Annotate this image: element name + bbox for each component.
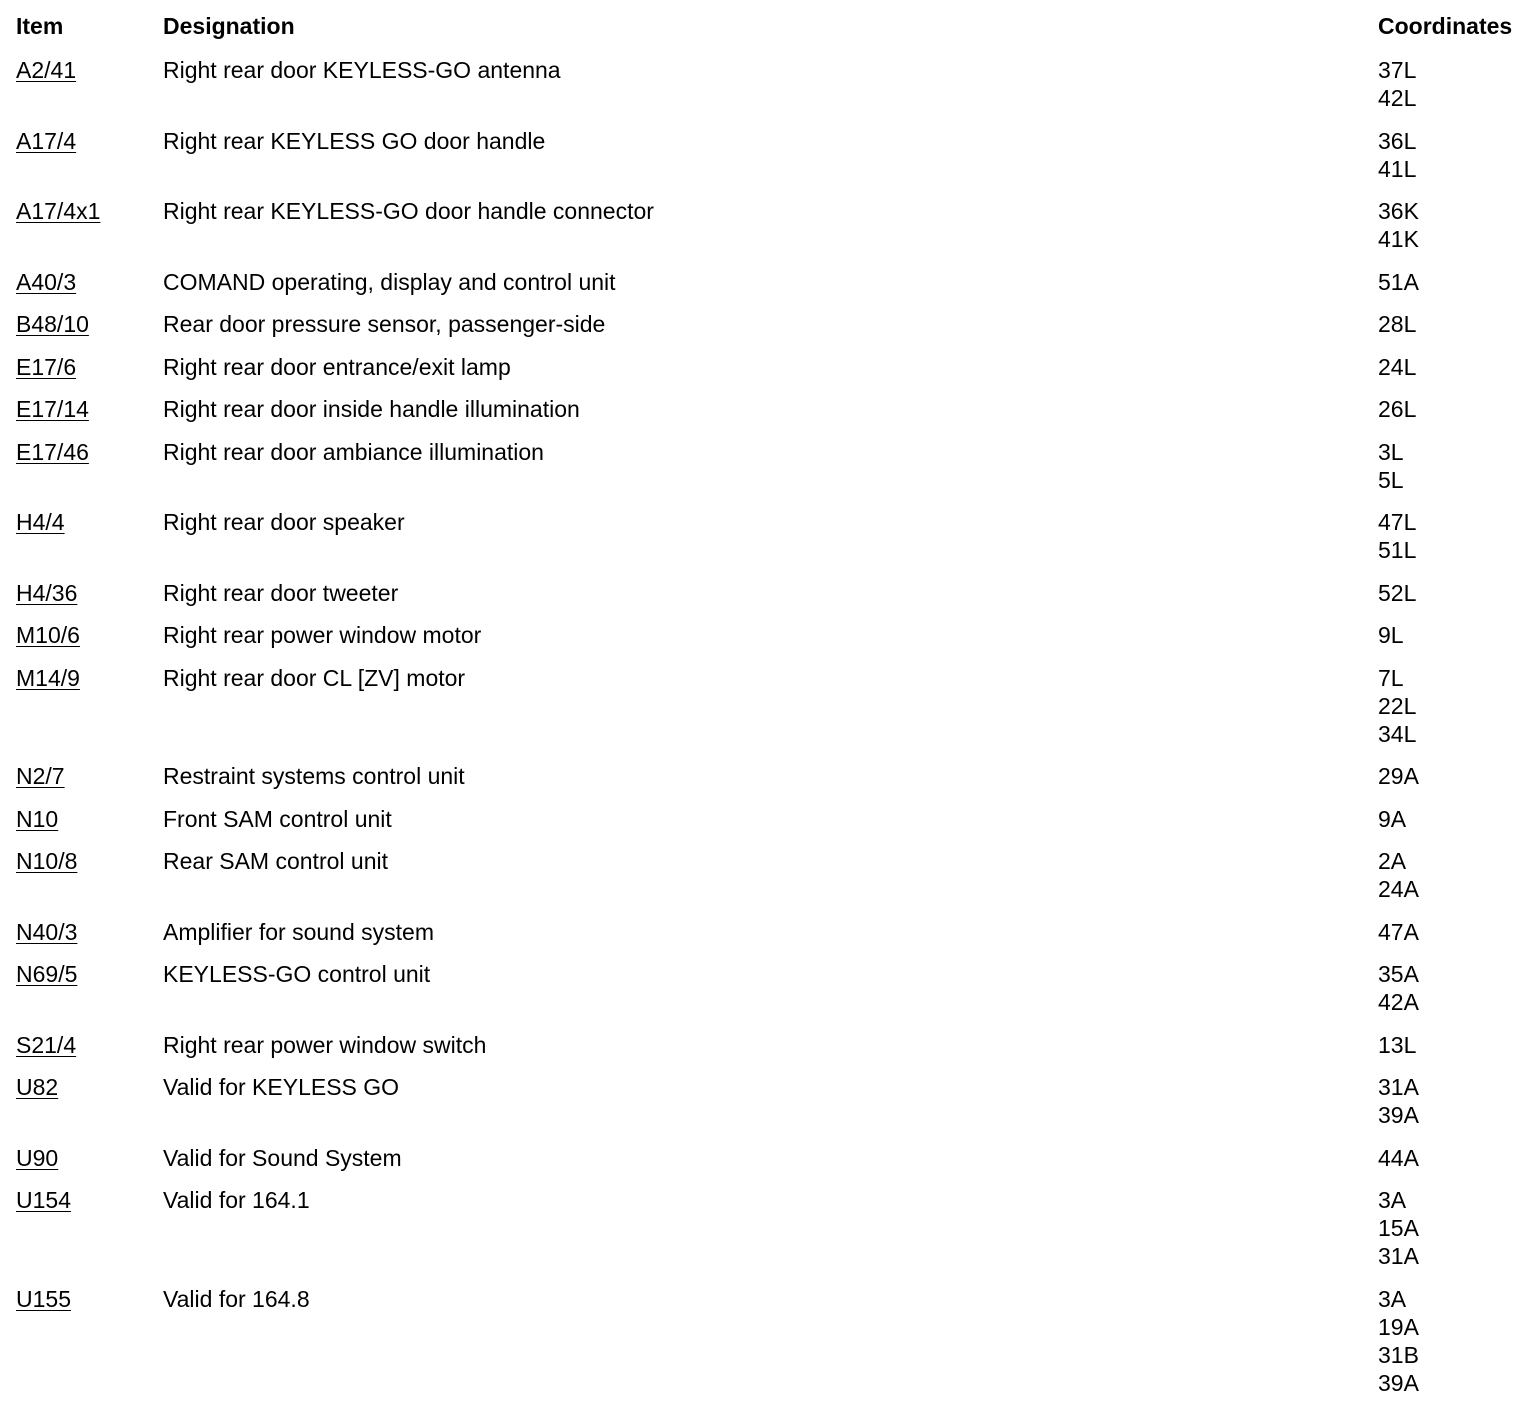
coordinates-cell: [1378, 127, 1416, 183]
designation-cell: Right rear power window motor: [163, 622, 482, 648]
designation-cell: Right rear door KEYLESS-GO antenna: [163, 57, 561, 83]
coordinate-value: 51L: [1378, 537, 1417, 563]
coordinate-value: 42A: [1378, 989, 1419, 1015]
item-link[interactable]: U155: [16, 1286, 71, 1312]
item-link[interactable]: E17/14: [16, 396, 89, 422]
item-link[interactable]: N40/3: [16, 919, 78, 945]
coordinate-value: 37L: [1378, 57, 1417, 83]
header-item: Item: [16, 13, 64, 39]
item-link[interactable]: U82: [16, 1074, 59, 1100]
item-link[interactable]: M10/6: [16, 622, 80, 648]
coordinates-cell: [1378, 438, 1404, 494]
coordinate-value: 15A: [1378, 1215, 1419, 1241]
item-cell: [16, 805, 58, 833]
item-link[interactable]: A17/4x1: [16, 198, 101, 224]
coordinate-value: 9L: [1378, 622, 1404, 648]
item-link[interactable]: U90: [16, 1145, 59, 1171]
item-cell: [16, 56, 76, 84]
designation-cell: Right rear door inside handle illumination: [163, 396, 580, 422]
designation-cell: Right rear KEYLESS GO door handle: [163, 128, 546, 154]
coordinate-value: 24A: [1378, 876, 1419, 902]
item-cell: [16, 621, 80, 649]
designation-cell: Valid for Sound System: [163, 1145, 402, 1171]
item-cell: [16, 508, 65, 536]
item-cell: [16, 847, 77, 875]
item-link[interactable]: H4/36: [16, 580, 78, 606]
coordinate-value: 5L: [1378, 467, 1404, 493]
coordinates-cell: [1378, 197, 1419, 253]
item-cell: [16, 762, 65, 790]
designation-cell: COMAND operating, display and control unit: [163, 269, 616, 295]
coordinate-value: 22L: [1378, 693, 1417, 719]
coordinates-cell: [1378, 395, 1416, 423]
coordinate-value: 3A: [1378, 1286, 1407, 1312]
item-cell: [16, 127, 76, 155]
coordinate-value: 3L: [1378, 439, 1404, 465]
item-cell: [16, 268, 76, 296]
coordinates-cell: [1378, 664, 1416, 748]
coordinates-cell: [1378, 621, 1404, 649]
coordinate-value: 31A: [1378, 1074, 1419, 1100]
coordinates-cell: [1378, 579, 1416, 607]
coordinate-value: 52L: [1378, 580, 1417, 606]
coordinates-cell: [1378, 56, 1416, 112]
item-link[interactable]: A2/41: [16, 57, 77, 83]
coordinate-value: 41K: [1378, 226, 1419, 252]
designation-cell: Valid for 164.1: [163, 1187, 310, 1213]
coordinate-value: 47A: [1378, 919, 1419, 945]
coordinates-cell: [1378, 1144, 1419, 1172]
item-link[interactable]: N10: [16, 806, 59, 832]
item-cell: [16, 438, 89, 466]
coordinates-cell: [1378, 960, 1419, 1016]
item-cell: [16, 960, 77, 988]
item-cell: [16, 1144, 58, 1172]
coordinate-value: 36K: [1378, 198, 1419, 224]
designation-cell: Valid for KEYLESS GO: [163, 1074, 400, 1100]
item-cell: [16, 197, 100, 225]
coordinate-value: 13L: [1378, 1032, 1417, 1058]
designation-cell: Right rear door ambiance illumination: [163, 439, 544, 465]
coordinate-value: 34L: [1378, 721, 1417, 747]
coordinates-cell: [1378, 1073, 1419, 1129]
coordinates-cell: [1378, 1186, 1419, 1270]
header-coordinates: Coordinates: [1378, 13, 1513, 39]
coordinate-value: 31B: [1378, 1342, 1419, 1368]
coordinate-value: 29A: [1378, 763, 1419, 789]
designation-cell: Right rear door tweeter: [163, 580, 399, 606]
item-link[interactable]: S21/4: [16, 1032, 77, 1058]
item-cell: [16, 918, 77, 946]
item-cell: [16, 1186, 71, 1214]
designation-cell: KEYLESS-GO control unit: [163, 961, 431, 987]
coordinates-cell: [1378, 268, 1419, 296]
item-cell: [16, 310, 89, 338]
coordinate-value: 39A: [1378, 1102, 1419, 1128]
item-link[interactable]: A17/4: [16, 128, 77, 154]
coordinate-value: 9A: [1378, 806, 1407, 832]
designation-cell: Front SAM control unit: [163, 806, 392, 832]
header-designation: Designation: [163, 13, 295, 39]
coordinates-cell: [1378, 353, 1416, 381]
designation-cell: Right rear power window switch: [163, 1032, 487, 1058]
coordinates-cell: [1378, 1031, 1416, 1059]
designation-cell: Restraint systems control unit: [163, 763, 465, 789]
coordinates-cell: [1378, 918, 1419, 946]
coordinate-value: 42L: [1378, 85, 1417, 111]
coordinates-cell: [1378, 508, 1416, 564]
item-cell: [16, 353, 76, 381]
designation-cell: Amplifier for sound system: [163, 919, 434, 945]
coordinate-value: 28L: [1378, 311, 1417, 337]
designation-cell: Right rear door entrance/exit lamp: [163, 354, 511, 380]
item-link[interactable]: N69/5: [16, 961, 78, 987]
coordinate-value: 41L: [1378, 156, 1417, 182]
item-link[interactable]: E17/6: [16, 354, 77, 380]
item-cell: [16, 579, 77, 607]
coordinate-value: 36L: [1378, 128, 1417, 154]
item-link[interactable]: N10/8: [16, 848, 78, 874]
designation-cell: Rear SAM control unit: [163, 848, 388, 874]
coordinate-value: 51A: [1378, 269, 1419, 295]
coordinate-value: 24L: [1378, 354, 1417, 380]
item-link[interactable]: E17/46: [16, 439, 89, 465]
designation-cell: Right rear door CL [ZV] motor: [163, 665, 466, 691]
coordinates-cell: [1378, 847, 1419, 903]
coordinate-value: 3A: [1378, 1187, 1407, 1213]
coordinate-value: 47L: [1378, 509, 1417, 535]
item-link[interactable]: B48/10: [16, 311, 89, 337]
item-cell: [16, 664, 80, 692]
item-cell: [16, 1031, 76, 1059]
coordinate-value: 35A: [1378, 961, 1419, 987]
coordinate-value: 2A: [1378, 848, 1407, 874]
coordinate-value: 44A: [1378, 1145, 1419, 1171]
coordinates-cell: [1378, 310, 1416, 338]
item-link[interactable]: N2/7: [16, 763, 65, 789]
coordinate-value: 39A: [1378, 1370, 1419, 1396]
item-cell: [16, 1285, 71, 1313]
item-link[interactable]: U154: [16, 1187, 71, 1213]
designation-cell: Rear door pressure sensor, passenger-side: [163, 311, 606, 337]
coordinates-cell: [1378, 762, 1419, 790]
item-link[interactable]: A40/3: [16, 269, 77, 295]
coordinate-value: 7L: [1378, 665, 1404, 691]
coordinate-value: 19A: [1378, 1314, 1419, 1340]
item-cell: [16, 395, 89, 423]
coordinates-cell: [1378, 805, 1406, 833]
designation-cell: Right rear KEYLESS-GO door handle connector: [163, 198, 654, 224]
item-link[interactable]: M14/9: [16, 665, 80, 691]
coordinate-value: 26L: [1378, 396, 1417, 422]
designation-cell: Right rear door speaker: [163, 509, 405, 535]
designation-cell: Valid for 164.8: [163, 1286, 310, 1312]
item-cell: [16, 1073, 58, 1101]
item-link[interactable]: H4/4: [16, 509, 65, 535]
coordinate-value: 31A: [1378, 1243, 1419, 1269]
coordinates-cell: [1378, 1285, 1419, 1397]
